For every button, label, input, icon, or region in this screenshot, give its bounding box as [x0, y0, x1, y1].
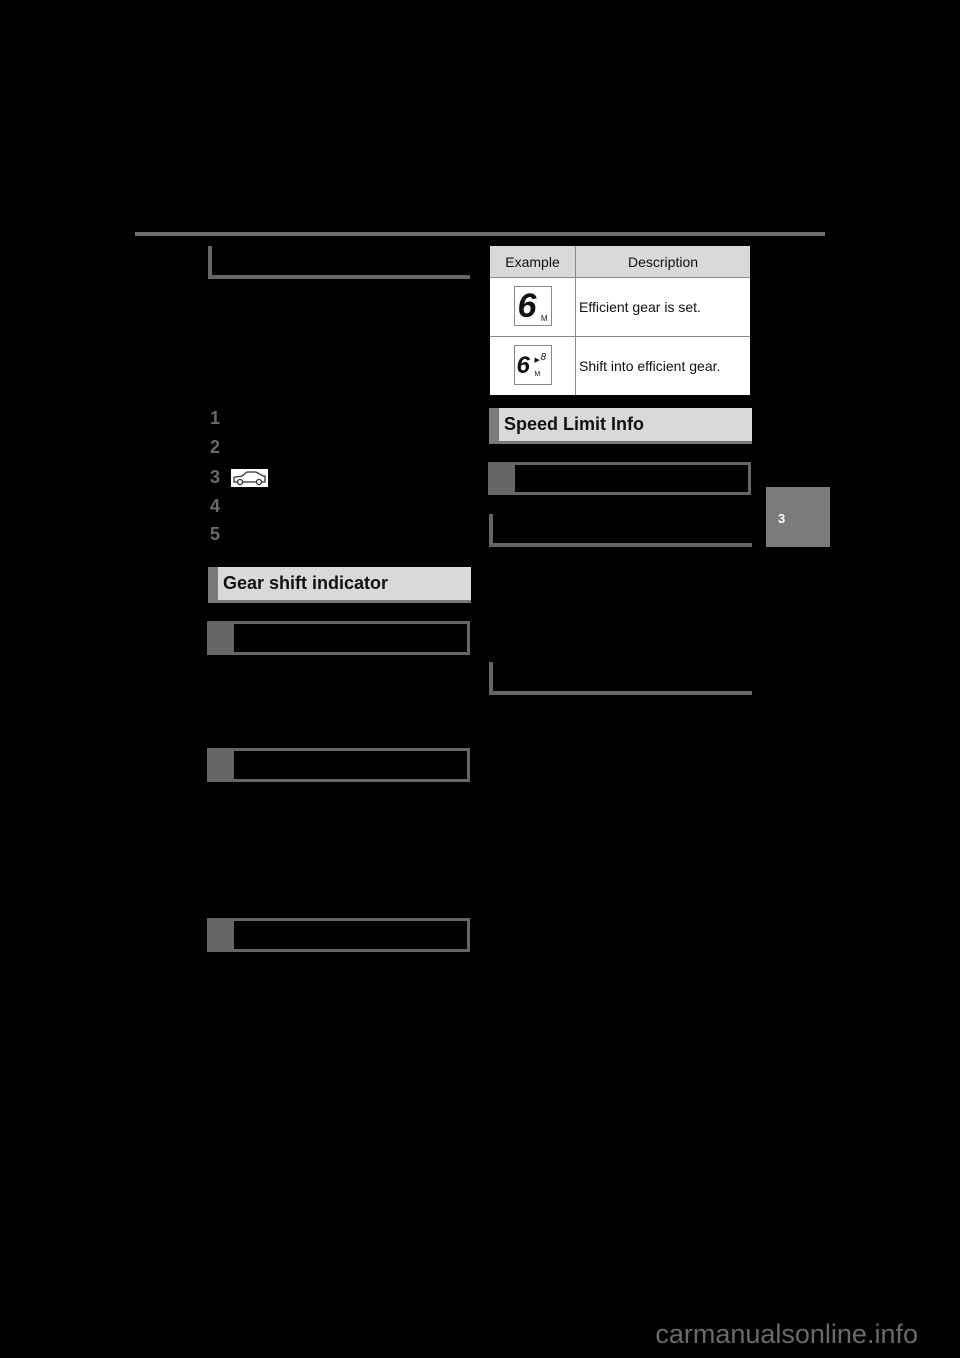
list-number-4: 4: [210, 496, 221, 516]
header-example: Example: [490, 246, 576, 278]
list-number-3: 3: [210, 467, 221, 487]
section-heading-text: Speed Limit Info: [504, 414, 645, 434]
watermark: carmanualsonline.info: [655, 1319, 918, 1349]
list-number-2: 2: [210, 437, 221, 457]
gear-indicator-table: [490, 246, 750, 395]
table-row: [490, 278, 750, 337]
section-heading-speed-limit-info: [489, 408, 752, 444]
section-heading-gear-shift-indicator: [208, 567, 471, 603]
chapter-number: 3: [778, 511, 786, 526]
table-cell-description: Shift into efficient gear.: [579, 358, 721, 374]
chapter-tab[interactable]: [766, 487, 830, 547]
left-heading-bracket: [208, 246, 470, 279]
subheading-box-right: [488, 462, 751, 495]
right-heading-bracket-2: [489, 662, 752, 695]
table-row: [490, 337, 750, 396]
car-outline-icon: [231, 469, 268, 487]
shift-arrow-icon: ▶: [534, 356, 540, 364]
subheading-box-1: [207, 621, 470, 655]
table-header-row: [490, 246, 750, 278]
table-cell-description: Efficient gear is set.: [576, 278, 751, 337]
subheading-box-3: [207, 918, 470, 952]
right-heading-bracket-1: [489, 514, 752, 547]
subheading-box-2: [207, 748, 470, 782]
gear-indicator-efficient-icon: 6 M: [514, 286, 552, 326]
list-number-5: 5: [210, 524, 221, 544]
gear-indicator-shift-icon: 6 ▶ 8 M: [514, 345, 552, 385]
list-number-1: 1: [210, 408, 221, 428]
top-rule: [135, 232, 825, 236]
section-heading-text: Gear shift indicator: [223, 573, 389, 593]
header-description: Description: [576, 246, 751, 278]
